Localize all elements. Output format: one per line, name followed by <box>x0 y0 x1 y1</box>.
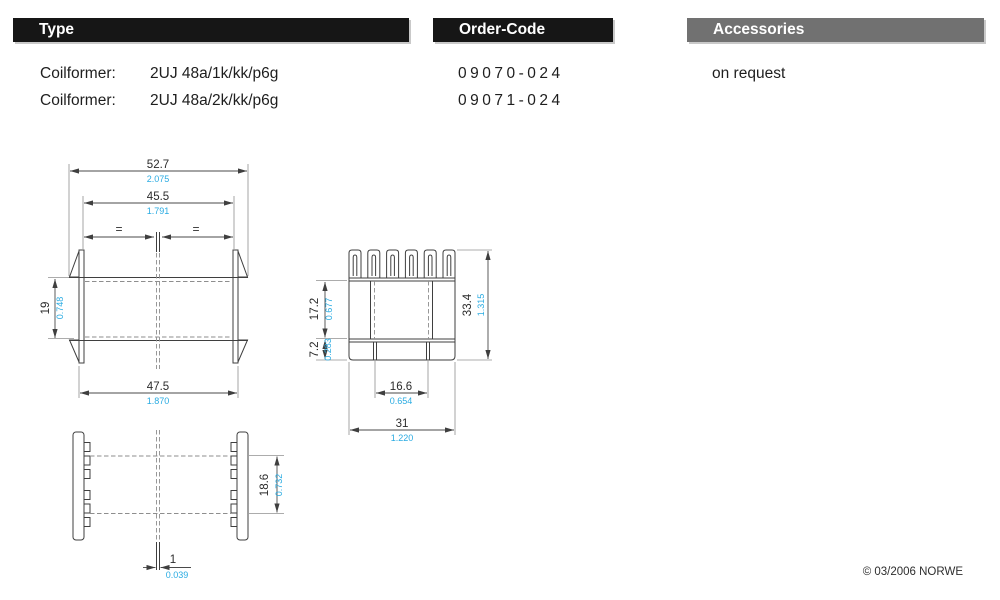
dim-pin-thickness-mm: 1 <box>169 554 177 566</box>
copyright-notice: © 03/2006 NORWE <box>862 566 963 578</box>
accessories-header-label: Accessories <box>713 21 805 38</box>
dim-height-mm: 19 <box>40 301 52 315</box>
dim-base-width-mm: 47.5 <box>146 381 170 393</box>
dim-pin-row-spacing-inch: 0.654 <box>389 396 413 406</box>
dim-side-width-mm: 31 <box>395 418 409 430</box>
dim-flange-inner-width-inch: 1.791 <box>146 206 170 216</box>
product-type-code: 2UJ 48a/1k/kk/p6g <box>150 65 279 82</box>
product-category: Coilformer: <box>40 65 116 82</box>
front-view-drawing <box>40 159 248 406</box>
top-view-drawing <box>73 430 284 580</box>
top-view-body <box>73 430 248 570</box>
dim-winding-width-mm: 18.6 <box>259 473 271 497</box>
dim-pin-row-spacing-mm: 16.6 <box>389 381 413 393</box>
side-view-drawing <box>309 250 492 443</box>
dim-total-height-inch: 1.315 <box>476 293 486 317</box>
dim-upper-height-mm: 17.2 <box>309 297 321 321</box>
dim-lower-height-mm: 7.2 <box>309 341 321 358</box>
equal-spacing-mark: = <box>115 222 123 236</box>
equal-spacing-mark: = <box>192 222 200 236</box>
type-header-label: Type <box>39 21 75 38</box>
product-order-code: 09071-024 <box>458 92 564 109</box>
dim-total-height-mm: 33.4 <box>462 293 474 317</box>
dim-outer-width-inch: 2.075 <box>146 174 170 184</box>
dim-upper-height-inch: 0.677 <box>324 297 334 321</box>
dim-base-width-inch: 1.870 <box>146 396 170 406</box>
order-code-header-label: Order-Code <box>459 21 546 38</box>
dim-pin-thickness-inch: 0.039 <box>165 570 189 580</box>
dim-outer-width-mm: 52.7 <box>146 159 170 171</box>
dim-flange-inner-width-mm: 45.5 <box>146 191 170 203</box>
product-order-code: 09070-024 <box>458 65 564 82</box>
front-view-body <box>69 232 248 369</box>
accessories-note: on request <box>712 65 786 82</box>
dim-winding-width-inch: 0.732 <box>274 473 284 497</box>
top-view-dimension-lines <box>143 457 277 568</box>
dim-lower-height-inch: 0.283 <box>323 338 333 361</box>
dim-side-width-inch: 1.220 <box>390 433 414 443</box>
dim-height-inch: 0.748 <box>55 296 65 320</box>
product-type-code: 2UJ 48a/2k/kk/p6g <box>150 92 279 109</box>
product-category: Coilformer: <box>40 92 116 109</box>
side-view-body <box>349 250 455 360</box>
